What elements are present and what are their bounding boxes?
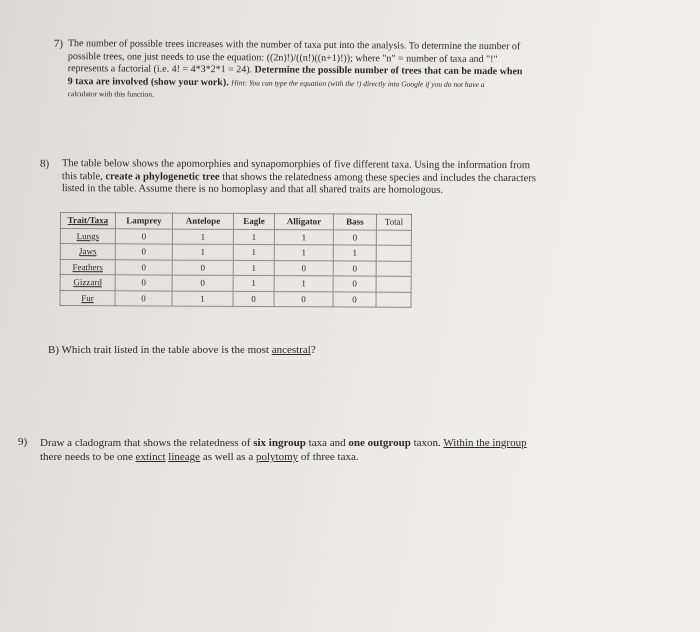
question-8b-text-a: B) Which trait listed in the table above is the most [48,344,269,356]
trait-table [60,212,412,308]
question-9-line-1 [40,436,685,450]
table-cell: 0 [115,290,172,306]
question-7-line-4-a: 9 taxa are involved (show your work). [67,75,229,88]
trait-name-cell: Lungs [60,228,115,244]
question-7-line-5: calculator with this function. [67,89,154,99]
question-9-line-2-d: as well as a [202,451,254,463]
table-cell: 0 [274,260,333,276]
table-header-cell: Lamprey [115,213,172,229]
table-cell-total [376,276,411,292]
question-9-line-2-c: lineage [168,451,201,463]
question-9-text [40,436,685,464]
table-cell-total [376,261,411,277]
question-9-line-1-e: taxon. [413,437,441,449]
trait-name-cell: Gizzard [60,275,115,291]
table-cell: 1 [172,229,233,245]
table-cell-total [376,292,411,308]
question-9-line-2-f: of three taxa. [300,451,359,463]
question-9-number: 9) [18,436,28,448]
question-9-line-1-f: Within the ingroup [443,437,527,449]
question-8-line-1: The table below shows the apomorphies and synapomorphies of five different taxa. Using the information from [61,158,531,172]
question-8-number: 8) [39,158,50,171]
question-8-text [62,158,662,198]
table-cell: 0 [333,276,376,292]
question-7-text [68,38,653,105]
question-8b-text-c: ? [310,344,316,356]
table-header-cell: Alligator [274,214,333,230]
table-row [60,259,411,276]
table-header-cell: Eagle [233,213,274,229]
table-cell: 0 [333,260,376,276]
table-cell: 0 [233,291,274,307]
table-cell: 0 [274,291,333,307]
table-row [60,275,411,292]
table-cell: 0 [172,260,233,276]
question-8b-text-b: ancestral [271,344,311,356]
question-9-line-1-a: Draw a cladogram that shows the relatedness of [40,437,251,449]
question-7-line-1: The number of possible trees increases with the number of taxa put into the analysis. To determine the number of [67,38,521,53]
table-cell: 1 [172,291,233,307]
question-8 [39,158,660,196]
question-9-line-1-b: six ingroup [253,437,306,449]
table-header-cell: Antelope [172,213,233,229]
table-cell-total [376,230,411,246]
table-cell: 1 [233,229,274,245]
table-cell: 1 [333,245,376,261]
table-row [60,244,411,261]
table-cell: 0 [115,259,172,275]
question-8b [48,344,316,356]
question-7-line-2: possible trees, one just needs to use the equation: ((2n)!)/((n!)((n+1)!)); where "n" = number of taxa and "!" [67,50,498,65]
question-9-line-2-e: polytomy [255,451,299,463]
table-cell: 0 [115,228,172,244]
question-8-line-3: listed in the table. Assume there is no homoplasy and that all shared traits are homologous. [61,183,444,196]
table-row [60,290,411,307]
table-header-cell: Total [376,214,411,230]
table-cell: 1 [233,260,274,276]
table-cell-total [376,245,411,261]
table-cell: 0 [333,229,376,245]
question-9-line-2-b: extinct [135,451,166,463]
table-cell: 0 [172,275,233,291]
trait-name-cell: Feathers [60,259,115,275]
table-cell: 1 [172,244,233,260]
table-cell: 0 [333,291,376,307]
question-9-line-1-c: taxa and [308,437,346,449]
question-9-line-2-a: there needs to be one [40,451,133,463]
question-7-number: 7) [53,38,64,51]
question-9-line-1-d: one outgroup [348,437,411,449]
question-7-line-3-b: Determine the possible number of trees that can be made when [254,64,523,78]
table-cell: 1 [233,244,274,260]
question-8-line-2-a: this table, [61,170,103,182]
trait-name-cell: Jaws [60,244,115,260]
table-row [60,228,411,245]
question-7-line-3-a: represents a factorial (i.e. 4! = 4*3*2*1 = 24). [67,63,253,76]
table-cell: 1 [233,275,274,291]
table-cell: 1 [274,245,333,261]
question-8-line-2-c: that shows the relatedness among these species and includes the characters [222,171,536,184]
table-header-cell: Trait/Taxa [60,213,115,229]
question-9-line-2 [40,450,685,464]
table-header-cell: Bass [333,214,376,230]
table-cell: 1 [274,276,333,292]
table-cell: 1 [274,229,333,245]
question-7 [53,38,654,99]
question-7-hint: Hint: You can type the equation (with the !) directly into Google if you do not have a [231,77,485,89]
question-8-line-2-b: create a phylogenetic tree [105,170,220,183]
table-cell: 0 [115,244,172,260]
trait-name-cell: Fur [60,290,115,306]
table-header-row [60,213,411,230]
table-cell: 0 [115,275,172,291]
